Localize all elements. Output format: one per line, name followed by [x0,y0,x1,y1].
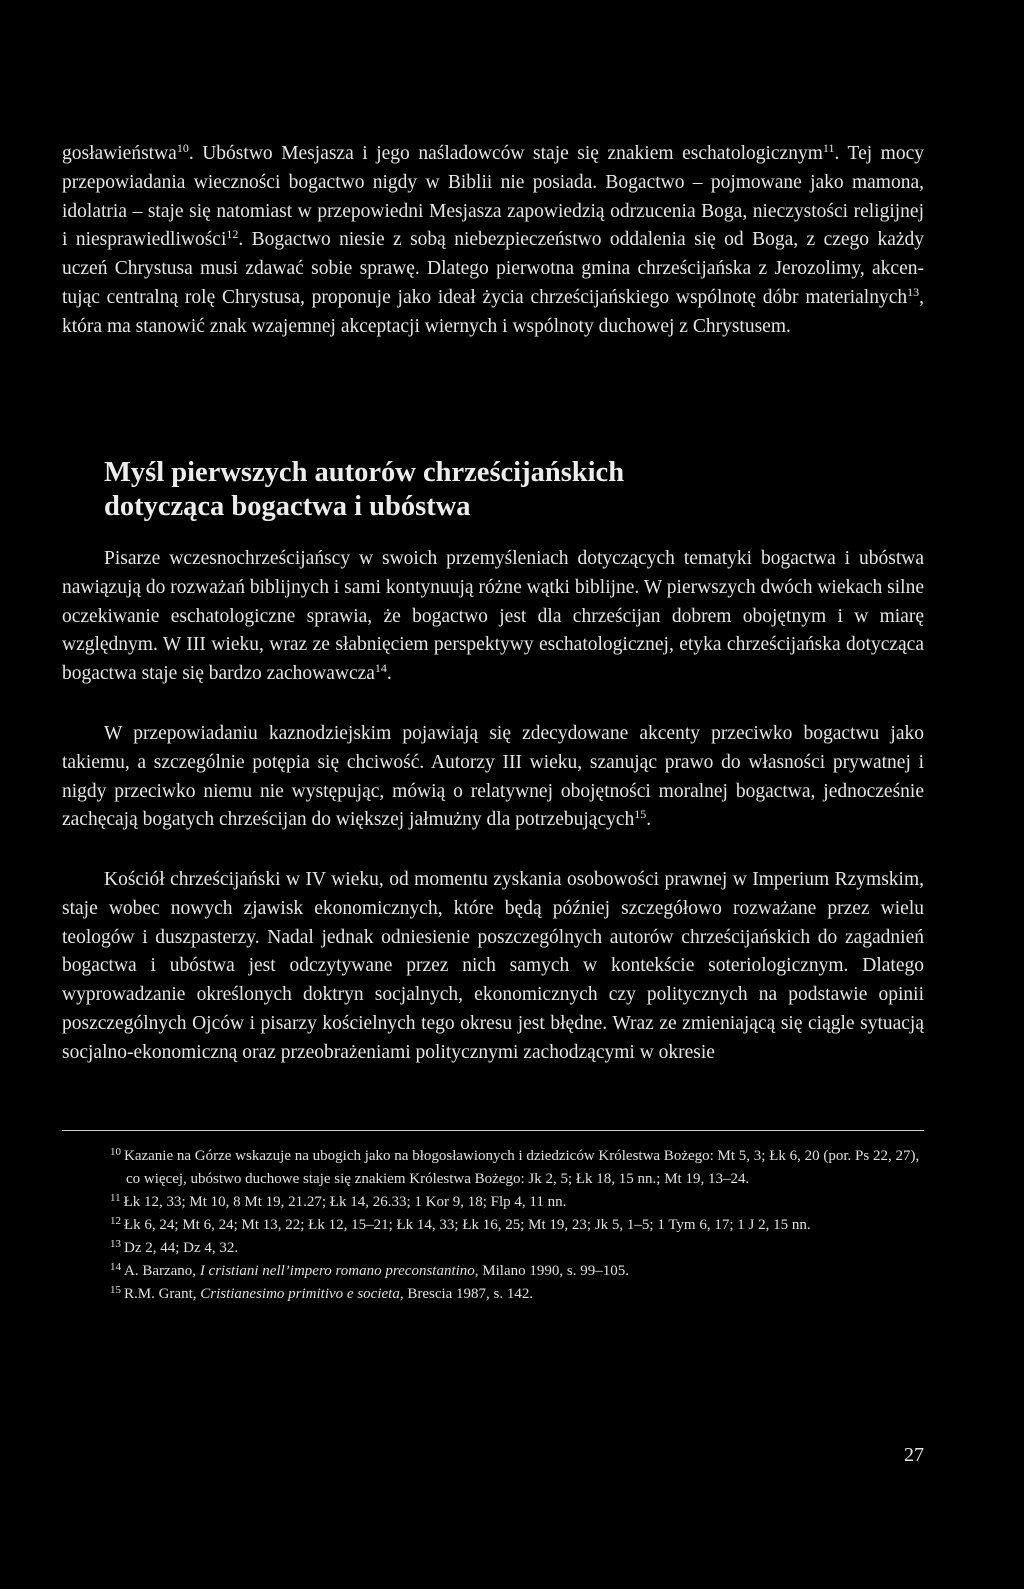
footnote-text: Kazanie na Górze wskazuje na ubogich jako na błogosławionych i dziedziców Królestwa Bożego: Mt 5, 3; Łk 6, 20 (por. Ps 22, 27), co więcej, ubóstwo duchowe staje się znakiem Królestwa Bożego: Jk 2, 5; Łk 18, 15 nn.; Mt 19, 13–24. [124,1148,920,1187]
footnote-number: 10 [110,1146,121,1158]
text-run: . [386,663,392,685]
footnotes-list [104,1145,924,1306]
text-run: , która ma stanowić znak wzajemnej akceptacji wiernych i wspólnoty duchowej z Chrystusem. [62,286,924,337]
section-heading [104,456,924,524]
text-run: Kościół chrześcijański w IV wieku, od momentu zyskania osobowości prawnej w Imperium Rzymskim, staje wobec nowych zjawisk ekonomicznych, które będą później szczegółowo rozważane przez wielu teologów i duszpasterzy. Nadal jednak odniesienie poszczególnych autorów chrześcijańskich do zagadnień bogactwa i ubóstwa jest odczytywane przez nich samych w kontekście soteriologicznym. Dlatego wyprowadzanie określonych doktryn socjalnych, ekonomicznych czy politycznych na podstawie opinii poszczególnych Ojców i pisarzy kościelnych tego okresu jest błędne. Wraz ze zmieniającą się ciągle sytuacją socjalno-ekonomiczną oraz przeobrażeniami politycznymi zachodzącymi w okresie [62,869,924,1063]
paragraph-1 [62,140,924,342]
text-run: gosławieństwa [62,143,177,164]
paragraph-3 [62,720,924,835]
section-heading-line-2: dotycząca bogactwa i ubóstwa [104,491,471,522]
footnote-14 [110,1260,924,1283]
text-run: . Tej mocy przepowiadania wieczności bogactwo nigdy w Biblii nie posiada. Bogactwo – pojmowane jako mamona, idolatria – staje się natomiast w przepowiedni Mesjasza zapowiedzią odrzucenia Boga, nieczystości religijnej i niesprawiedliwości [62,143,925,251]
footnote-publication: , Milano 1990, s. 99–105. [474,1263,629,1279]
footnote-text: Dz 2, 44; Dz 4, 32. [124,1240,239,1256]
footnote-ref-15[interactable]: 15 [634,807,647,822]
footnote-11 [110,1191,924,1214]
footnote-text: Łk 12, 33; Mt 10, 8 Mt 19, 21.27; Łk 14, 26.33; 1 Kor 9, 18; Flp 4, 11 nn. [123,1194,567,1210]
footnote-title: Cristianesimo primitivo e societa [200,1286,400,1302]
footnote-author: R.M. Grant, [124,1286,201,1302]
footnote-author: A. Barzano, [124,1263,200,1279]
footnote-number: 15 [110,1284,121,1296]
footnote-number: 12 [110,1215,121,1227]
paragraph-2 [62,545,924,689]
footnote-number: 14 [110,1261,121,1273]
footnote-number: 11 [110,1192,121,1204]
footnote-ref-11[interactable]: 11 [822,141,835,155]
footnote-divider [62,1130,924,1131]
footnote-ref-10[interactable]: 10 [176,141,189,155]
footnote-number: 13 [110,1238,121,1250]
footnote-10 [110,1145,924,1191]
text-run: . [646,809,652,831]
text-run: W przepowiadaniu kaznodziejskim pojawiają się zdecydowane akcenty przeciwko bogactwu jako takiemu, a szczególnie potępia się chciwość. Autorzy III wieku, szanując prawo do własności prywatnej i nigdy przeciwko niemu nie występując, mówią o relatywnej obojętności moralnej bogactwa, jednocześnie zachęcają bogatych chrześcijan do większej jałmużny dla potrzebujących [62,723,924,831]
footnote-ref-14[interactable]: 14 [374,661,387,676]
text-run: . Ubóstwo Mesjasza i jego naśladowców staje się znakiem eschatologicznym [188,143,823,164]
paragraph-4 [62,866,924,1068]
footnote-text: Łk 6, 24; Mt 6, 24; Mt 13, 22; Łk 12, 15–21; Łk 14, 33; Łk 16, 25; Mt 19, 23; Jk 5, 1–5; 1 Tym 6, 17; 1 J 2, 15 nn. [124,1217,811,1233]
footnote-ref-13[interactable]: 13 [907,284,920,299]
footnote-publication: , Brescia 1987, s. 142. [399,1286,534,1302]
footnote-15 [110,1283,924,1306]
page-number: 27 [904,1444,924,1466]
footnote-ref-12[interactable]: 12 [226,227,239,242]
footnote-title: I cristiani nell’impero romano preconstantino [199,1263,475,1279]
text-run: . Bogactwo niesie z sobą niebezpieczeństwo oddalenia się od Boga, z czego każdy uczeń Chrystusa musi zdawać sobie sprawę. Dlatego pierwotna gmina chrześcijańska z Jerozolimy, akcentując centralną rolę Chrystusa, proponuje jako ideał życia chrześcijańskiego wspólnotę dóbr materialnych [62,229,924,308]
text-run: Pisarze wczesnochrześcijańscy w swoich przemyśleniach dotyczących tematyki bogactwa i ubóstwa nawiązują do rozważań biblijnych i sami kontynuują różne wątki biblijne. W pierwszych dwóch wiekach silne oczekiwanie eschatologiczne sprawia, że bogactwo jest dla chrześcijan dobrem obojętnym i w miarę względnym. W III wieku, wraz ze słabnięciem perspektywy eschatologicznej, etyka chrześcijańska dotycząca bogactwa staje się bardzo zachowawcza [62,548,924,685]
section-heading-line-1: Myśl pierwszych autorów chrześcijańskich [104,457,625,488]
footnote-12 [110,1214,924,1237]
footnote-13 [110,1237,924,1260]
